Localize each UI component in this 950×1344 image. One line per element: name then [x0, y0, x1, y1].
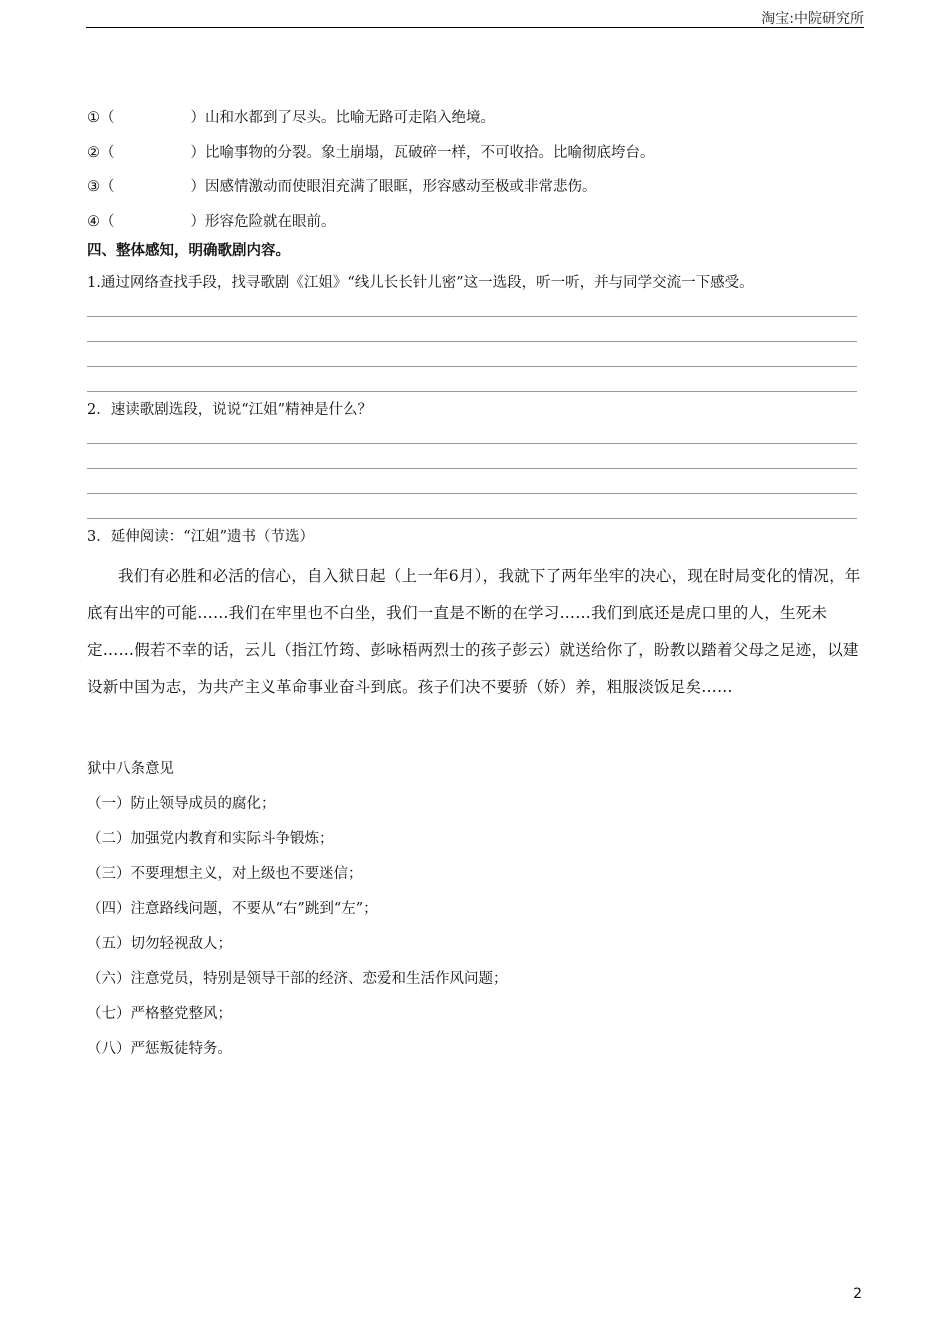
- idiom-close: ）: [190, 110, 205, 126]
- idiom-close: ）: [190, 179, 205, 195]
- opinion-item: （八）严惩叛徒特务。: [87, 1041, 232, 1057]
- idiom-close: ）: [190, 214, 205, 230]
- opinions-title: 狱中八条意见: [87, 761, 174, 777]
- idiom-item-1: [87, 106, 495, 127]
- idiom-item-3: [87, 175, 597, 196]
- idiom-number: ①（: [87, 110, 115, 126]
- idiom-definition: 因感情激动而使眼泪充满了眼眶，形容感动至极或非常悲伤。: [205, 179, 597, 195]
- answer-line[interactable]: [87, 391, 857, 392]
- answer-line[interactable]: [87, 366, 857, 367]
- answer-line[interactable]: [87, 341, 857, 342]
- answer-line[interactable]: [87, 443, 857, 444]
- idiom-item-4: [87, 210, 336, 231]
- answer-line[interactable]: [87, 316, 857, 317]
- opinion-item: （一）防止领导成员的腐化；: [87, 796, 276, 812]
- question-3: 3．延伸阅读：“江姐”遗书（节选）: [87, 529, 315, 545]
- opinion-item: （五）切勿轻视敌人；: [87, 936, 232, 952]
- opinion-item: （三）不要理想主义，对上级也不要迷信；: [87, 866, 363, 882]
- answer-line[interactable]: [87, 493, 857, 494]
- idiom-definition: 山和水都到了尽头。比喻无路可走陷入绝境。: [205, 110, 495, 126]
- section-4-title: 四、整体感知，明确歌剧内容。: [87, 243, 290, 259]
- idiom-number: ③（: [87, 179, 115, 195]
- idiom-number: ④（: [87, 214, 115, 230]
- question-2: 2．速读歌剧选段，说说“江姐”精神是什么？: [87, 402, 373, 418]
- idiom-item-2: [87, 141, 655, 162]
- idiom-number: ②（: [87, 145, 115, 161]
- opinion-item: （六）注意党员，特别是领导干部的经济、恋爱和生活作风问题；: [87, 971, 508, 987]
- header-text: 淘宝:中院研究所: [761, 11, 864, 27]
- idiom-close: ）: [190, 145, 205, 161]
- question-1: 1.通过网络查找手段，找寻歌剧《江姐》“线儿长长针儿密”这一选段，听一听，并与同学交流一下感受。: [87, 275, 754, 291]
- page-number: 2: [853, 1286, 862, 1302]
- letter-paragraph: 我们有必胜和必活的信心，自入狱日起（上一年6月），我就下了两年坐牢的决心，现在时局变化的情况，年底有出牢的可能……我们在牢里也不白坐，我们一直是不断的在学习……我们到底还是虎口里的人，生死未定……假若不幸的话，云儿（指江竹筠、彭咏梧两烈士的孩子彭云）就送给你了，盼教以踏着父母之足迹，以建设新中国为志，为共产主义革命事业奋斗到底。孩子们决不要骄（娇）养，粗服淡饭足矣……: [87, 567, 861, 696]
- header-rule: [86, 27, 864, 28]
- answer-line[interactable]: [87, 518, 857, 519]
- opinion-item: （四）注意路线问题，不要从“右”跳到“左”；: [87, 901, 378, 917]
- idiom-definition: 比喻事物的分裂。象土崩塌，瓦破碎一样，不可收拾。比喻彻底垮台。: [205, 145, 655, 161]
- answer-line[interactable]: [87, 468, 857, 469]
- opinion-item: （七）严格整党整风；: [87, 1006, 232, 1022]
- idiom-definition: 形容危险就在眼前。: [205, 214, 336, 230]
- opinion-item: （二）加强党内教育和实际斗争锻炼；: [87, 831, 334, 847]
